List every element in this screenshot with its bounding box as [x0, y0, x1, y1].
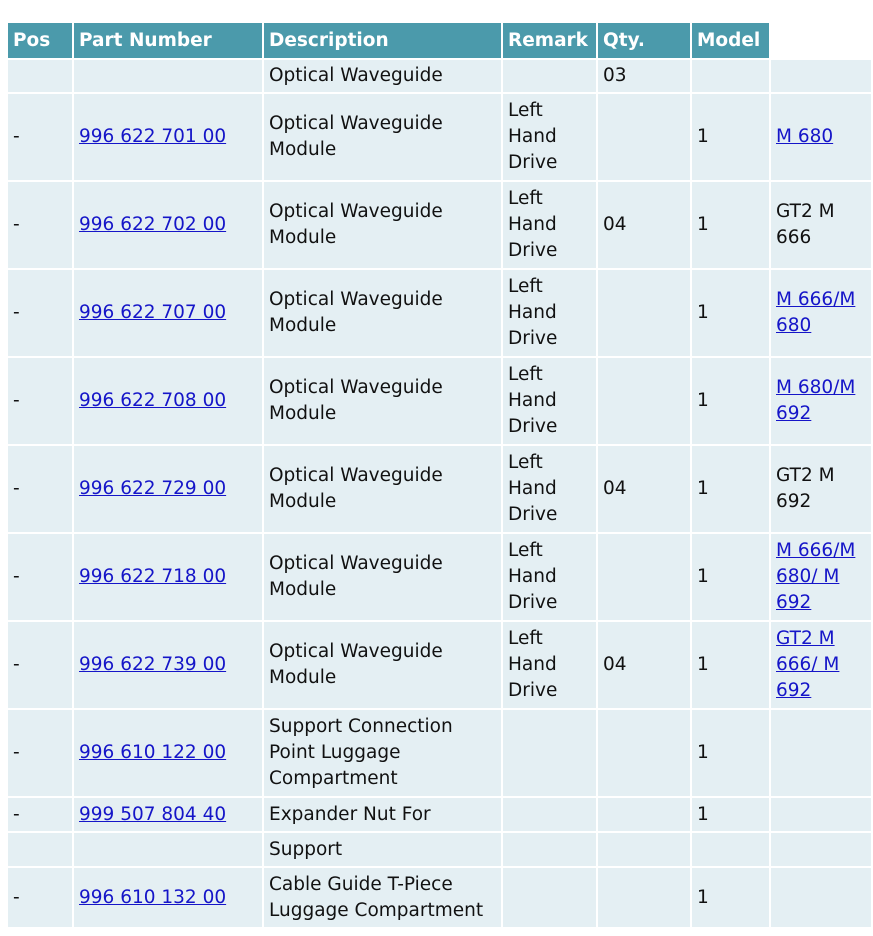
qty-code-cell [598, 868, 690, 927]
remark-cell [503, 710, 596, 796]
part-number-link[interactable]: 999 507 804 40 [79, 803, 227, 825]
model-cell [771, 534, 871, 620]
part-number-cell [74, 182, 262, 268]
model-cell: GT2 M 666 [771, 182, 871, 268]
qty-code-cell: 04 [598, 622, 690, 708]
model-cell [771, 358, 871, 444]
header-pos: Pos [8, 23, 72, 58]
pos-cell: - [8, 270, 72, 356]
pos-cell: - [8, 446, 72, 532]
qty-code-cell [598, 358, 690, 444]
header-row [8, 23, 871, 58]
model-cell [771, 710, 871, 796]
qty-cell: 1 [692, 446, 769, 532]
header-description: Description [264, 23, 501, 58]
part-number-cell [74, 833, 262, 866]
part-number-cell [74, 60, 262, 92]
qty-cell [692, 833, 769, 866]
description-cell: Optical Waveguide Module [264, 622, 501, 708]
pos-cell: - [8, 798, 72, 831]
remark-cell [503, 798, 596, 831]
description-cell: Expander Nut For [264, 798, 501, 831]
description-cell: Optical Waveguide Module [264, 94, 501, 180]
model-cell [771, 833, 871, 866]
part-number-link[interactable]: 996 610 122 00 [79, 742, 227, 763]
model-cell: GT2 M 692 [771, 446, 871, 532]
part-number-link[interactable]: 996 622 701 00 [79, 126, 227, 147]
remark-cell [503, 60, 596, 92]
pos-cell: - [8, 622, 72, 708]
table-row [8, 798, 871, 831]
description-cell: Optical Waveguide [264, 60, 501, 92]
qty-code-cell [598, 710, 690, 796]
part-number-cell [74, 94, 262, 180]
model-link[interactable]: M 680/M 692 [776, 377, 856, 424]
pos-cell: - [8, 534, 72, 620]
remark-cell: Left Hand Drive [503, 94, 596, 180]
model-cell [771, 622, 871, 708]
part-number-cell [74, 710, 262, 796]
parts-table-body [8, 60, 871, 927]
part-number-link[interactable]: 996 610 132 00 [79, 886, 227, 908]
model-cell [771, 868, 871, 927]
part-number-link[interactable]: 996 622 739 00 [79, 654, 227, 675]
part-number-link[interactable]: 996 622 707 00 [79, 302, 227, 323]
qty-cell: 1 [692, 868, 769, 927]
qty-code-cell [598, 833, 690, 866]
qty-cell: 1 [692, 710, 769, 796]
pos-cell [8, 60, 72, 92]
description-cell: Support Connection Point Luggage Compartment [264, 710, 501, 796]
description-cell: Optical Waveguide Module [264, 270, 501, 356]
table-row [8, 534, 871, 620]
description-cell: Optical Waveguide Module [264, 182, 501, 268]
header-blank [771, 23, 871, 58]
pos-cell: - [8, 868, 72, 927]
table-row [8, 710, 871, 796]
table-row [8, 868, 871, 927]
description-cell: Cable Guide T-Piece Luggage Compartment [264, 868, 501, 927]
qty-cell: 1 [692, 182, 769, 268]
model-cell [771, 798, 871, 831]
model-cell [771, 60, 871, 92]
model-cell [771, 270, 871, 356]
remark-cell: Left Hand Drive [503, 446, 596, 532]
table-row [8, 446, 871, 532]
table-row [8, 622, 871, 708]
pos-cell: - [8, 182, 72, 268]
model-link[interactable]: M 666/M 680 [776, 289, 856, 336]
table-row [8, 182, 871, 268]
qty-cell: 1 [692, 94, 769, 180]
qty-cell: 1 [692, 270, 769, 356]
qty-code-cell [598, 94, 690, 180]
parts-table [6, 21, 873, 929]
part-number-cell [74, 622, 262, 708]
qty-cell [692, 60, 769, 92]
table-row [8, 833, 871, 866]
part-number-cell [74, 798, 262, 831]
model-link[interactable]: M 680 [776, 126, 834, 147]
model-cell [771, 94, 871, 180]
qty-cell: 1 [692, 358, 769, 444]
pos-cell: - [8, 94, 72, 180]
header-qty: Qty. [598, 23, 690, 58]
part-number-link[interactable]: 996 622 702 00 [79, 214, 227, 235]
description-cell: Optical Waveguide Module [264, 446, 501, 532]
remark-cell: Left Hand Drive [503, 622, 596, 708]
description-cell: Support [264, 833, 501, 866]
model-link[interactable]: GT2 M 666/ M 692 [776, 628, 840, 701]
qty-code-cell [598, 270, 690, 356]
model-link[interactable]: M 666/M 680/ M 692 [776, 540, 856, 613]
table-row [8, 358, 871, 444]
description-cell: Optical Waveguide Module [264, 358, 501, 444]
description-cell: Optical Waveguide Module [264, 534, 501, 620]
qty-cell: 1 [692, 534, 769, 620]
header-part-number: Part Number [74, 23, 262, 58]
remark-cell: Left Hand Drive [503, 270, 596, 356]
qty-cell: 1 [692, 798, 769, 831]
qty-code-cell [598, 798, 690, 831]
part-number-cell [74, 270, 262, 356]
part-number-cell [74, 358, 262, 444]
remark-cell: Left Hand Drive [503, 182, 596, 268]
part-number-link[interactable]: 996 622 708 00 [79, 390, 227, 411]
remark-cell: Left Hand Drive [503, 358, 596, 444]
remark-cell: Left Hand Drive [503, 534, 596, 620]
part-number-link[interactable]: 996 622 729 00 [79, 478, 227, 499]
pos-cell: - [8, 710, 72, 796]
table-row [8, 60, 871, 92]
part-number-cell [74, 868, 262, 927]
header-model: Model [692, 23, 769, 58]
part-number-link[interactable]: 996 622 718 00 [79, 566, 227, 587]
pos-cell: - [8, 358, 72, 444]
part-number-cell [74, 446, 262, 532]
remark-cell [503, 868, 596, 927]
table-row [8, 94, 871, 180]
pos-cell [8, 833, 72, 866]
qty-code-cell: 04 [598, 182, 690, 268]
qty-code-cell: 03 [598, 60, 690, 92]
part-number-cell [74, 534, 262, 620]
remark-cell [503, 833, 596, 866]
table-row [8, 270, 871, 356]
qty-code-cell [598, 534, 690, 620]
qty-code-cell: 04 [598, 446, 690, 532]
header-remark: Remark [503, 23, 596, 58]
qty-cell: 1 [692, 622, 769, 708]
